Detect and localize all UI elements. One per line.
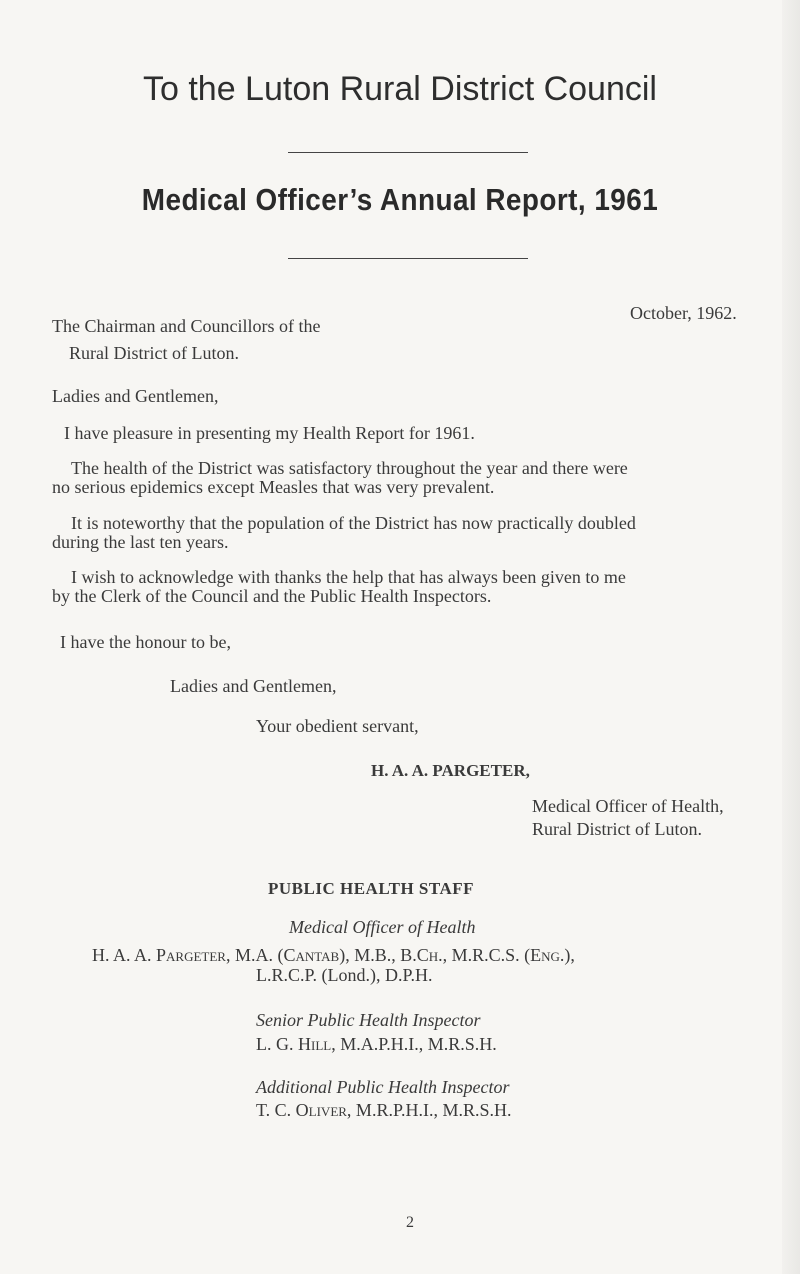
- paragraph-1: I have pleasure in presenting my Health Report for 1961.: [64, 423, 475, 443]
- document-title: To the Luton Rural District Council: [142, 70, 657, 108]
- report-title: Medical Officer’s Annual Report, 1961: [141, 182, 659, 217]
- signature-name: H. A. A. PARGETER,: [371, 761, 530, 780]
- staff-mo-qualifications-1: H. A. A. Pargeter, M.A. (Cantab), M.B., B.Ch., M.R.C.S. (Eng.),: [92, 945, 575, 965]
- salutation: Ladies and Gentlemen,: [52, 386, 219, 406]
- staff-heading: PUBLIC HEALTH STAFF: [268, 879, 474, 898]
- closing-line-3: Your obedient servant,: [256, 716, 419, 736]
- staff-senior-role: Senior Public Health Inspector: [256, 1010, 481, 1030]
- staff-mo-role: Medical Officer of Health: [289, 917, 476, 937]
- page-binding-edge: [782, 0, 800, 1274]
- paragraph-3-line-2: during the last ten years.: [52, 532, 229, 552]
- paragraph-4-line-2: by the Clerk of the Council and the Public Health Inspectors.: [52, 586, 492, 606]
- paragraph-4-line-1: I wish to acknowledge with thanks the help that has always been given to me: [71, 567, 626, 587]
- signature-title-line-2: Rural District of Luton.: [532, 819, 702, 839]
- addressee-line-1: The Chairman and Councillors of the: [52, 316, 321, 336]
- paragraph-3-line-1: It is noteworthy that the population of the District has now practically doubled: [71, 513, 636, 533]
- letter-date: October, 1962.: [630, 303, 737, 323]
- page-number: 2: [406, 1214, 414, 1231]
- staff-additional-role: Additional Public Health Inspector: [256, 1077, 510, 1097]
- title-divider-bottom: [288, 258, 528, 259]
- staff-mo-qualifications-2: L.R.C.P. (Lond.), D.P.H.: [256, 965, 433, 985]
- title-divider-top: [288, 152, 528, 153]
- paragraph-2-line-1: The health of the District was satisfactory throughout the year and there were: [71, 458, 628, 478]
- signature-title-line-1: Medical Officer of Health,: [532, 796, 724, 816]
- closing-line-1: I have the honour to be,: [60, 632, 231, 652]
- paragraph-2-line-2: no serious epidemics except Measles that was very prevalent.: [52, 477, 495, 497]
- closing-line-2: Ladies and Gentlemen,: [170, 676, 337, 696]
- staff-additional-name: T. C. Oliver, M.R.P.H.I., M.R.S.H.: [256, 1100, 512, 1120]
- staff-senior-name: L. G. Hill, M.A.P.H.I., M.R.S.H.: [256, 1034, 497, 1054]
- addressee-line-2: Rural District of Luton.: [69, 343, 239, 363]
